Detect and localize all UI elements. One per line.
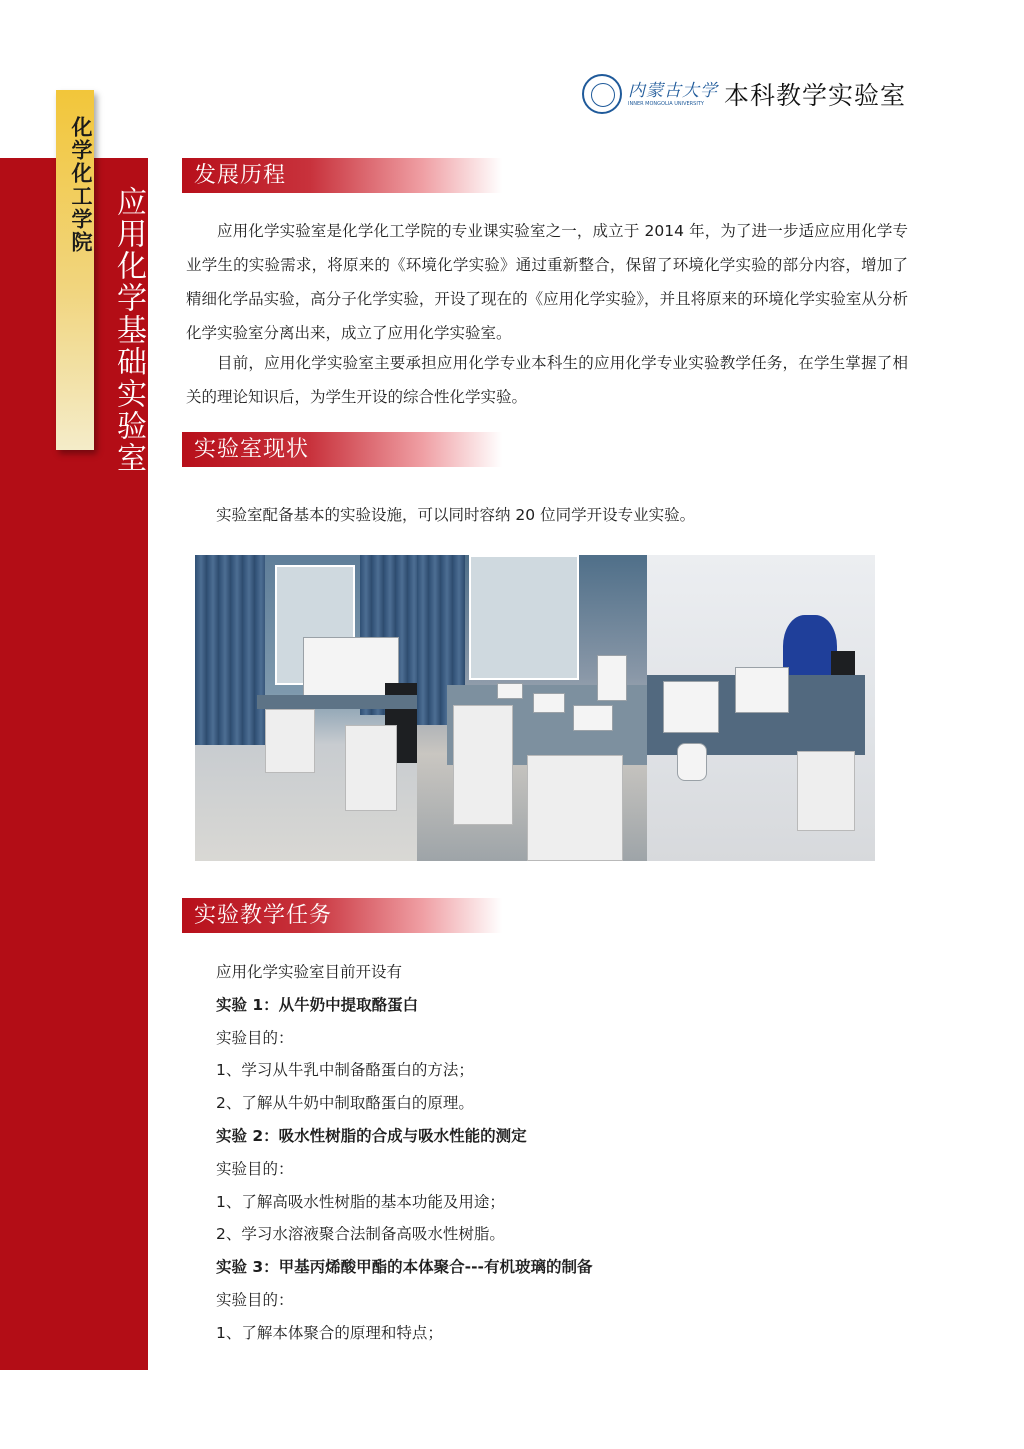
experiment-title: 实验 2：吸水性树脂的合成与吸水性能的测定 [216,1126,527,1145]
list-item: 1、了解高吸水性树脂的基本功能及用途； [216,1192,505,1211]
lab-photos [195,555,875,861]
university-logo [628,81,718,108]
list-item: 实验目的： [216,1290,294,1309]
experiment-title: 实验 1：从牛奶中提取酪蛋白 [216,995,419,1014]
history-paragraph-1: 应用化学实验室是化学化工学院的专业课实验室之一，成立于 2014 年，为了进一步适应应用化学专业学生的实验需求，将原来的《环境化学实验》通过重新整合，保留了环境化学实验的部分内容，增加了精细化学品实验，高分子化学实验，开设了现在的《应用化学实验》，并且将原来的环境化学实验室从分析化学实验室分离出来，成立了应用化学实验室。 [186,222,908,342]
history-paragraph-2: 目前，应用化学实验室主要承担应用化学专业本科生的应用化学专业实验教学任务，在学生掌握了相关的理论知识后，为学生开设的综合性化学实验。 [186,354,908,406]
experiment-title: 实验 3：甲基丙烯酸甲酯的本体聚合---有机玻璃的制备 [216,1258,593,1277]
section-heading-history: 发展历程 [182,158,502,193]
list-item: 1、学习从牛乳中制备酪蛋白的方法； [216,1061,474,1080]
list-item: 2、了解从牛奶中制取酪蛋白的原理。 [216,1094,474,1113]
list-item: 2、学习水溶液聚合法制备高吸水性树脂。 [216,1225,505,1244]
university-logo-text: 内蒙古大学 [627,80,718,101]
college-name: 化学化工学院 [69,116,93,254]
experiment-list [216,956,896,1350]
university-emblem-icon [582,74,622,114]
lab-name: 应用化学基础实验室 [111,186,146,474]
list-item: 1、了解本体聚合的原理和特点； [216,1323,443,1342]
list-item: 实验目的： [216,1028,294,1047]
lab-photo-2 [417,555,647,861]
list-item: 实验目的： [216,1159,294,1178]
university-logo-latin: INNER MONGOLIA UNIVERSITY [627,100,704,107]
status-text: 实验室配备基本的实验设施，可以同时容纳 20 位同学开设专业实验。 [216,506,696,524]
section-heading-status: 实验室现状 [182,432,502,467]
header-title: 本科教学实验室 [723,81,906,110]
lab-photo-3 [647,555,875,861]
section-heading-tasks: 实验教学任务 [182,898,502,933]
header [582,70,906,118]
lab-photo-1 [195,555,417,861]
list-item: 应用化学实验室目前开设有 [216,963,403,981]
